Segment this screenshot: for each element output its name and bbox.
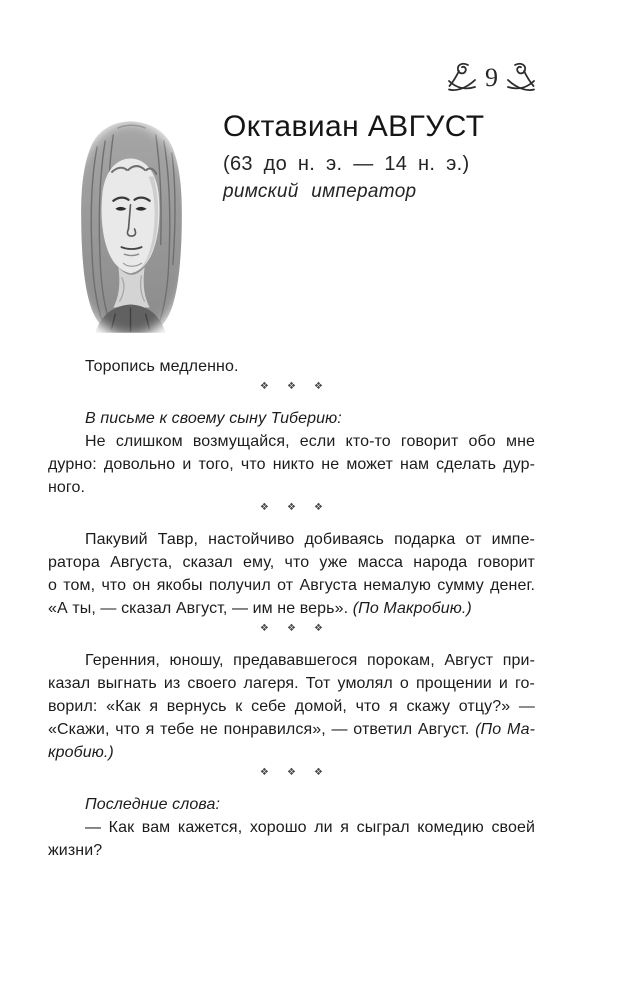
text-segment: Не слишком возмущайся, если кто-то говорит обо мне bbox=[85, 433, 535, 450]
text-line bbox=[48, 574, 535, 597]
text-line bbox=[48, 453, 535, 476]
running-head bbox=[447, 61, 536, 95]
section-separator bbox=[48, 502, 535, 514]
diamond-separator-icon: ❖ bbox=[259, 502, 269, 513]
text-segment: ворил: «Как я вернусь к себе домой, что я скажу отцу?» — bbox=[48, 698, 535, 715]
quotes-body bbox=[48, 355, 535, 862]
page-number: 9 bbox=[485, 63, 498, 92]
text-line bbox=[48, 355, 535, 378]
diamond-separator-icon: ❖ bbox=[286, 623, 297, 634]
diamond-separator-icon: ❖ bbox=[259, 381, 269, 392]
text-segment: дурно: довольно и того, что никто не может нам сделать дур- bbox=[48, 456, 535, 473]
text-line bbox=[48, 741, 535, 764]
text-segment: — Как вам кажется, хорошо ли я сыграл комедию своей bbox=[85, 819, 535, 836]
text-line bbox=[48, 528, 535, 551]
text-segment: Геренния, юношу, предававшегося порокам, Август при- bbox=[85, 652, 535, 669]
person-role: римский император bbox=[223, 181, 417, 202]
text-segment: ратора Августа, сказал ему, что уже масса народа говорит bbox=[48, 554, 535, 571]
italic-text-segment: Последние слова: bbox=[85, 796, 220, 813]
diamond-separator-icon: ❖ bbox=[314, 623, 324, 634]
text-segment: Пакувий Тавр, настойчиво добиваясь подарка от импе- bbox=[85, 531, 535, 548]
quote-paragraph bbox=[48, 649, 535, 764]
text-line bbox=[48, 597, 535, 620]
italic-text-segment: (По Ма- bbox=[475, 721, 535, 738]
text-segment: жизни? bbox=[48, 842, 103, 859]
text-line bbox=[48, 672, 535, 695]
text-line bbox=[48, 816, 535, 839]
text-segment: Торопись медленно. bbox=[85, 358, 239, 375]
text-line bbox=[48, 476, 535, 499]
diamond-separator-icon: ❖ bbox=[286, 381, 297, 392]
italic-text-segment: (По Макробию.) bbox=[352, 600, 472, 617]
swash-flourish-right-icon bbox=[506, 61, 536, 95]
text-segment: «Скажи, что я тебе не понравился», — ответил Август. bbox=[48, 721, 476, 738]
augustus-portrait bbox=[61, 116, 201, 343]
section-separator bbox=[48, 767, 535, 779]
quote-paragraph bbox=[48, 355, 535, 378]
diamond-separator-icon: ❖ bbox=[314, 381, 324, 392]
diamond-separator-icon: ❖ bbox=[314, 767, 324, 778]
person-name: Октавиан АВГУСТ bbox=[223, 110, 485, 143]
diamond-separator-icon: ❖ bbox=[314, 502, 324, 513]
text-line bbox=[48, 649, 535, 672]
quote-paragraph bbox=[48, 793, 535, 862]
person-dates: (63 до н. э. — 14 н. э.) bbox=[223, 153, 470, 175]
section-separator bbox=[48, 623, 535, 635]
text-line bbox=[48, 407, 535, 430]
italic-text-segment: В письме к своему сыну Тиберию: bbox=[85, 410, 342, 427]
diamond-separator-icon: ❖ bbox=[259, 767, 269, 778]
diamond-separator-icon: ❖ bbox=[286, 502, 297, 513]
text-line bbox=[48, 551, 535, 574]
text-segment: о том, что он якобы получил от Августа немалую сумму денег. bbox=[48, 577, 535, 594]
title-block bbox=[223, 109, 563, 203]
text-line bbox=[48, 695, 535, 718]
text-line bbox=[48, 430, 535, 453]
italic-text-segment: кробию.) bbox=[48, 744, 114, 761]
section-separator bbox=[48, 381, 535, 393]
text-segment: казал выгнать из своего лагеря. Тот умолял о прощении и го- bbox=[48, 675, 535, 692]
quote-paragraph bbox=[48, 407, 535, 499]
quote-paragraph bbox=[48, 528, 535, 620]
diamond-separator-icon: ❖ bbox=[259, 623, 269, 634]
text-segment: ного. bbox=[48, 479, 86, 496]
diamond-separator-icon: ❖ bbox=[286, 767, 297, 778]
text-line bbox=[48, 839, 535, 862]
text-segment: «А ты, — сказал Август, — им не верь». bbox=[48, 600, 353, 617]
text-line bbox=[48, 718, 535, 741]
swash-flourish-left-icon bbox=[447, 61, 477, 95]
text-line bbox=[48, 793, 535, 816]
